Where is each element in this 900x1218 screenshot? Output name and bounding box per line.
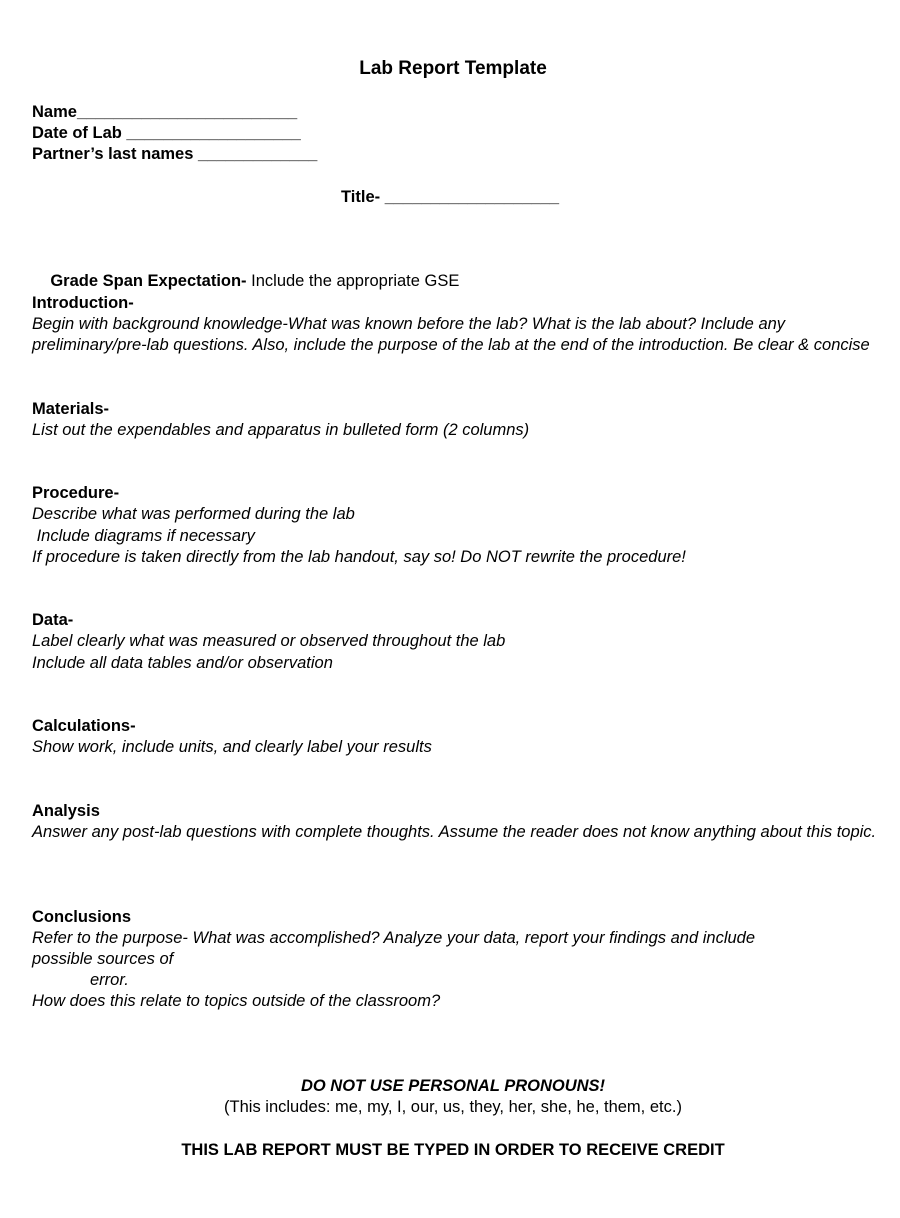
gse-heading: Grade Span Expectation-	[50, 272, 247, 291]
data-line: Label clearly what was measured or observed throughout the lab	[32, 632, 506, 650]
procedure-line: Describe what was performed during the lab	[32, 505, 355, 523]
conclusions-line: error.	[90, 971, 129, 989]
data-heading: Data-	[32, 611, 74, 629]
conclusions-line: Refer to the purpose- What was accomplished? Analyze your data, report your findings and include	[32, 929, 756, 947]
conclusions-heading: Conclusions	[32, 908, 132, 926]
pronoun-warning: DO NOT USE PERSONAL PRONOUNS!	[300, 1077, 606, 1095]
gse-text: Include the appropriate GSE	[246, 272, 460, 291]
procedure-heading: Procedure-	[32, 484, 120, 502]
pronoun-examples: (This includes: me, my, I, our, us, they, her, she, he, them, etc.)	[224, 1098, 682, 1116]
date-of-lab-field: Date of Lab ___________________	[32, 124, 301, 142]
data-line: Include all data tables and/or observation	[32, 654, 333, 672]
calculations-heading: Calculations-	[32, 717, 136, 735]
name-field: Name________________________	[32, 103, 298, 121]
conclusions-line: possible sources of	[32, 950, 174, 968]
procedure-line: Include diagrams if necessary	[32, 527, 255, 545]
report-title-field: Title- ___________________	[341, 188, 560, 206]
procedure-line: If procedure is taken directly from the lab handout, say so! Do NOT rewrite the procedure!	[32, 548, 686, 566]
introduction-heading: Introduction-	[32, 294, 134, 312]
typed-notice: THIS LAB REPORT MUST BE TYPED IN ORDER TO RECEIVE CREDIT	[181, 1141, 725, 1159]
materials-text: List out the expendables and apparatus in bulleted form (2 columns)	[32, 421, 530, 439]
analysis-heading: Analysis	[32, 802, 100, 820]
conclusions-line: How does this relate to topics outside of the classroom?	[32, 992, 441, 1010]
calculations-text: Show work, include units, and clearly label your results	[32, 738, 432, 756]
page-title: Lab Report Template	[359, 58, 547, 79]
partners-field: Partner’s last names _____________	[32, 145, 318, 163]
analysis-text: Answer any post-lab questions with complete thoughts. Assume the reader does not know anything about this topic.	[32, 823, 877, 841]
introduction-text: Begin with background knowledge-What was known before the lab? What is the lab about? Include any preliminary/pre-lab questions. Also, include the purpose of the lab at the end of the introduction. Be clear & concise	[32, 315, 870, 355]
materials-heading: Materials-	[32, 400, 110, 418]
